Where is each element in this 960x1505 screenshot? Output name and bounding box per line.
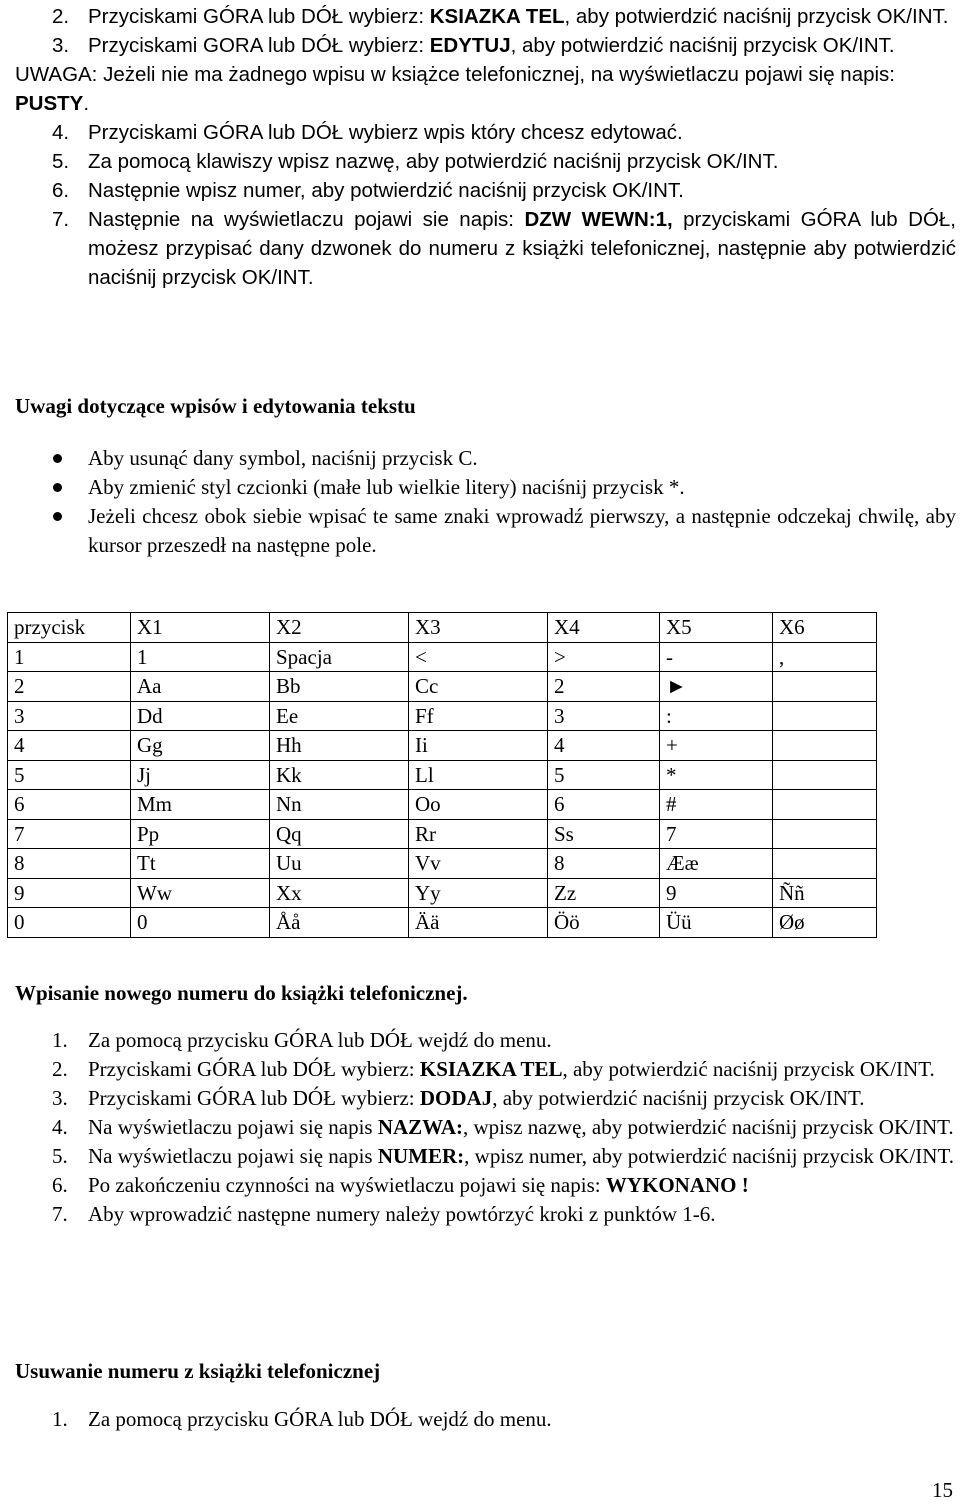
table-cell: # — [660, 790, 773, 820]
table-cell: 6 — [548, 790, 660, 820]
table-cell: : — [660, 701, 773, 731]
warning-note: UWAGA: Jeżeli nie ma żadnego wpisu w książce telefonicznej, na wyświetlaczu pojawi się napis: PUSTY. — [15, 63, 895, 115]
list-item: 5. Za pomocą klawiszy wpisz nazwę, aby potwierdzić naciśnij przycisk OK/INT. — [52, 150, 779, 173]
table-cell: Mm — [131, 790, 270, 820]
table-row — [8, 642, 877, 672]
table-header-cell: X5 — [660, 613, 773, 643]
table-cell: Oo — [409, 790, 548, 820]
table-cell: 2 — [548, 672, 660, 702]
table-cell: Aa — [131, 672, 270, 702]
table-cell: Spacja — [270, 642, 409, 672]
table-cell: + — [660, 731, 773, 761]
table-header-row — [8, 613, 877, 643]
table-row — [8, 731, 877, 761]
table-cell — [773, 760, 877, 790]
table-cell: 1 — [131, 642, 270, 672]
list-item: Jeżeli chcesz obok siebie wpisać te same znaki wprowadź pierwszy, a następnie odczekaj chwilę, aby kursor przeszedł na następne pole. — [0, 502, 960, 560]
table-cell: Üü — [660, 908, 773, 938]
table-row — [8, 790, 877, 820]
table-cell: 5 — [8, 760, 131, 790]
table-cell: 3 — [8, 701, 131, 731]
table-cell: Nn — [270, 790, 409, 820]
table-cell: Ww — [131, 878, 270, 908]
table-cell: < — [409, 642, 548, 672]
list-item: 3. Przyciskami GÓRA lub DÓŁ wybierz: DODAJ, aby potwierdzić naciśnij przycisk OK/INT. — [52, 1086, 865, 1110]
table-cell: * — [660, 760, 773, 790]
table-cell: Tt — [131, 849, 270, 879]
table-cell: ► — [660, 672, 773, 702]
list-item: 7. Następnie na wyświetlaczu pojawi sie napis: DZW WEWN:1, przyciskami GÓRA lub DÓŁ, możesz przypisać dany dzwonek do numeru z książki telefonicznej, następnie aby potwierdzić naciśnij przycisk OK/INT. — [52, 208, 956, 289]
page-number: 15 — [932, 1478, 953, 1502]
table-cell: Pp — [131, 819, 270, 849]
list-item: 2. Przyciskami GÓRA lub DÓŁ wybierz: KSIAZKA TEL, aby potwierdzić naciśnij przycisk OK/INT. — [52, 1057, 935, 1081]
table-row — [8, 908, 877, 938]
table-header-cell: X2 — [270, 613, 409, 643]
table-row — [8, 878, 877, 908]
table-cell: Ää — [409, 908, 548, 938]
list-item: 5. Na wyświetlaczu pojawi się napis NUMER:, wpisz numer, aby potwierdzić naciśnij przycisk OK/INT. — [52, 1144, 954, 1168]
table-cell: 8 — [8, 849, 131, 879]
bullet-icon — [53, 512, 62, 521]
table-row — [8, 701, 877, 731]
table-cell — [773, 849, 877, 879]
table-cell: Ii — [409, 731, 548, 761]
table-cell: Gg — [131, 731, 270, 761]
table-row — [8, 819, 877, 849]
table-cell: Bb — [270, 672, 409, 702]
list-item: 1. Za pomocą przycisku GÓRA lub DÓŁ wejdź do menu. — [52, 1028, 552, 1052]
wpisanie-list — [0, 1026, 960, 1229]
table-cell: 8 — [548, 849, 660, 879]
character-table — [7, 612, 877, 938]
table-cell: 4 — [8, 731, 131, 761]
table-cell: > — [548, 642, 660, 672]
table-cell: , — [773, 642, 877, 672]
table-cell: Kk — [270, 760, 409, 790]
section-heading-uwagi: Uwagi dotyczące wpisów i edytowania tekstu — [15, 394, 416, 418]
list-item: 2. Przyciskami GÓRA lub DÓŁ wybierz: KSIAZKA TEL, aby potwierdzić naciśnij przycisk OK/INT. — [52, 5, 949, 28]
table-cell: 0 — [8, 908, 131, 938]
list-item: 6. Następnie wpisz numer, aby potwierdzić naciśnij przycisk OK/INT. — [52, 179, 684, 202]
table-cell: Åå — [270, 908, 409, 938]
table-cell: - — [660, 642, 773, 672]
table-row — [8, 672, 877, 702]
table-cell: Dd — [131, 701, 270, 731]
table-cell: Cc — [409, 672, 548, 702]
table-header-cell: przycisk — [8, 613, 131, 643]
table-cell: Øø — [773, 908, 877, 938]
table-cell — [773, 672, 877, 702]
bullet-icon — [53, 454, 62, 463]
table-cell: Xx — [270, 878, 409, 908]
table-row — [8, 849, 877, 879]
table-cell: 7 — [8, 819, 131, 849]
table-cell: Yy — [409, 878, 548, 908]
table-cell: Ff — [409, 701, 548, 731]
table-cell: 9 — [660, 878, 773, 908]
table-cell: Jj — [131, 760, 270, 790]
table-cell: Ææ — [660, 849, 773, 879]
table-cell: 7 — [660, 819, 773, 849]
table-row — [8, 760, 877, 790]
table-cell: 1 — [8, 642, 131, 672]
table-cell — [773, 701, 877, 731]
list-item: 6. Po zakończeniu czynności na wyświetlaczu pojawi się napis: WYKONANO ! — [52, 1173, 749, 1197]
table-cell: Ss — [548, 819, 660, 849]
table-cell — [773, 731, 877, 761]
table-cell: 4 — [548, 731, 660, 761]
table-cell: 6 — [8, 790, 131, 820]
table-header-cell: X1 — [131, 613, 270, 643]
uwagi-list — [0, 444, 960, 560]
table-cell: Rr — [409, 819, 548, 849]
list-item: 4. Na wyświetlaczu pojawi się napis NAZWA:, wpisz nazwę, aby potwierdzić naciśnij przycisk OK/INT. — [52, 1115, 954, 1139]
table-cell: 0 — [131, 908, 270, 938]
usuwanie-list — [0, 1405, 960, 1434]
list-item: 7. Aby wprowadzić następne numery należy powtórzyć kroki z punktów 1-6. — [52, 1202, 716, 1226]
table-cell: 5 — [548, 760, 660, 790]
list-item: Aby zmienić styl czcionki (małe lub wielkie litery) naciśnij przycisk *. — [0, 473, 960, 502]
edit-section — [0, 2, 960, 292]
table-cell: 3 — [548, 701, 660, 731]
table-cell: 9 — [8, 878, 131, 908]
list-item: Aby usunąć dany symbol, naciśnij przycisk C. — [0, 444, 960, 473]
table-cell: Ññ — [773, 878, 877, 908]
table-header-cell: X4 — [548, 613, 660, 643]
list-item: 4. Przyciskami GÓRA lub DÓŁ wybierz wpis który chcesz edytować. — [52, 121, 683, 144]
table-cell: Hh — [270, 731, 409, 761]
bullet-icon — [53, 483, 62, 492]
table-cell: Zz — [548, 878, 660, 908]
table-header-cell: X6 — [773, 613, 877, 643]
table-cell: Öö — [548, 908, 660, 938]
table-header-cell: X3 — [409, 613, 548, 643]
table-cell — [773, 819, 877, 849]
table-cell: 2 — [8, 672, 131, 702]
list-item: 3. Przyciskami GORA lub DÓŁ wybierz: EDYTUJ, aby potwierdzić naciśnij przycisk OK/INT. — [52, 34, 895, 57]
section-heading-wpisanie: Wpisanie nowego numeru do książki telefonicznej. — [15, 981, 468, 1005]
table-cell: Vv — [409, 849, 548, 879]
list-item: 1. Za pomocą przycisku GÓRA lub DÓŁ wejdź do menu. — [52, 1407, 552, 1431]
section-heading-usuwanie: Usuwanie numeru z książki telefonicznej — [15, 1359, 381, 1383]
table-cell: Ll — [409, 760, 548, 790]
table-cell: Qq — [270, 819, 409, 849]
table-cell — [773, 790, 877, 820]
table-cell: Ee — [270, 701, 409, 731]
table-cell: Uu — [270, 849, 409, 879]
